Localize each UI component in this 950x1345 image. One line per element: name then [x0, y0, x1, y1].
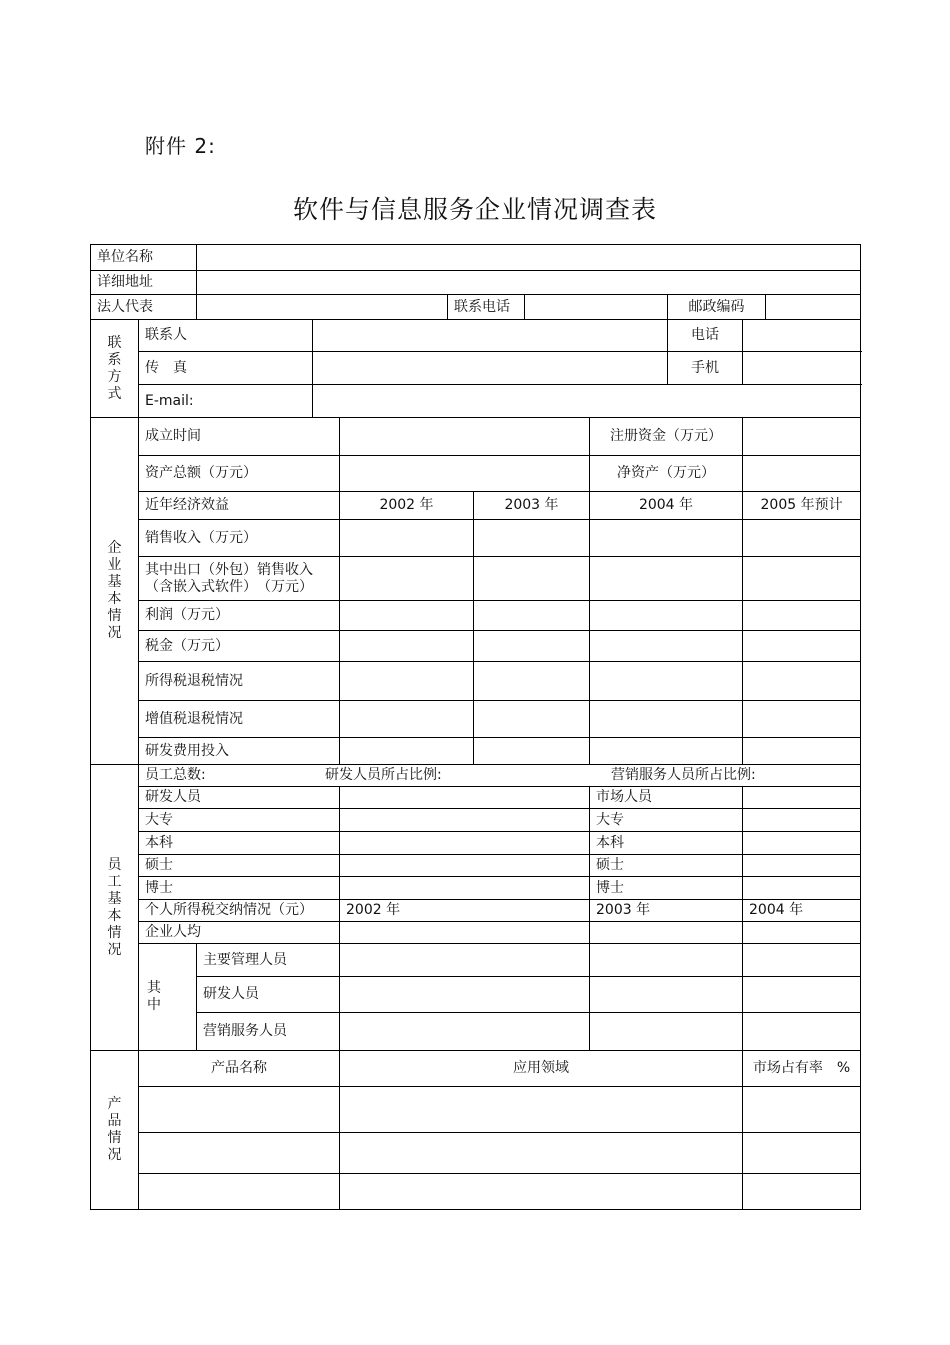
row-email: [91, 385, 861, 418]
tax-2004-field[interactable]: [590, 631, 743, 662]
mgmt-2002-field[interactable]: [340, 944, 590, 977]
phone-field[interactable]: [525, 295, 668, 320]
phone-label: 联系电话: [448, 295, 525, 320]
unit-name-label: 单位名称: [91, 245, 197, 271]
export-2005-field[interactable]: [743, 557, 861, 601]
income-tax-label: 个人所得税交纳情况（元）: [139, 900, 340, 922]
rd-staff-label: 研发人员: [139, 787, 340, 809]
rd-bachelor-field[interactable]: [340, 832, 590, 855]
profit-2005-field[interactable]: [743, 601, 861, 631]
sales-label: 销售收入（万元）: [139, 520, 340, 557]
contact-person-label: 联系人: [139, 320, 313, 352]
rd-master-field[interactable]: [340, 855, 590, 877]
contact-section-label: [91, 320, 139, 418]
sales-among-2003-field[interactable]: [590, 1013, 743, 1051]
rd-among-2002-field[interactable]: [340, 977, 590, 1013]
mgmt-2004-field[interactable]: [743, 944, 861, 977]
row-benefit-years: [91, 492, 861, 520]
profit-label: 利润（万元）: [139, 601, 340, 631]
row-income-tax-refund: [91, 662, 861, 701]
mobile-label: 手机: [668, 352, 743, 385]
row-founded: [91, 418, 861, 456]
vat-2003-field[interactable]: [474, 701, 590, 738]
mk-college-label: 大专: [590, 809, 743, 832]
market-staff-label: 市场人员: [590, 787, 743, 809]
rd-college-field[interactable]: [340, 809, 590, 832]
row-rd-among: [91, 977, 861, 1013]
company-section-text: 企 业 基 本 情 况: [107, 540, 122, 641]
founded-label: 成立时间: [139, 418, 340, 456]
row-degree-college: [91, 809, 861, 832]
profit-2002-field[interactable]: [340, 601, 474, 631]
row-rd-market: [91, 787, 861, 809]
itr-2005-field[interactable]: [743, 662, 861, 701]
product-name-field-1[interactable]: [139, 1087, 340, 1133]
rd-2004-field[interactable]: [590, 738, 743, 765]
staff-section-label: [91, 765, 139, 1051]
rd-among-label: 研发人员: [197, 977, 340, 1013]
page-title: 软件与信息服务企业情况调查表: [292, 195, 657, 224]
row-vat-refund: [91, 701, 861, 738]
product-domain-field-1[interactable]: [340, 1087, 743, 1133]
export-sales-text: 其中出口（外包）销售收入 （含嵌入式软件） （万元）: [145, 561, 313, 595]
tax-year-2002: 2002 年: [340, 900, 590, 922]
company-section-label: [91, 418, 139, 765]
attachment-label: 附件 2:: [145, 134, 216, 158]
year-2004-header: 2004 年: [590, 492, 743, 520]
tel-label: 电话: [668, 320, 743, 352]
product-name-field-2[interactable]: [139, 1133, 340, 1174]
fax-label: 传 真: [139, 352, 313, 385]
vat-2005-field[interactable]: [743, 701, 861, 738]
address-label: 详细地址: [91, 271, 197, 295]
sales-2005-field[interactable]: [743, 520, 861, 557]
total-assets-label: 资产总额（万元）: [139, 456, 340, 492]
rd-spend-label: 研发费用投入: [139, 738, 340, 765]
mk-master-label: 硕士: [590, 855, 743, 877]
year-2005-header: 2005 年预计: [743, 492, 861, 520]
tax-year-2004: 2004 年: [743, 900, 861, 922]
rd-college-label: 大专: [139, 809, 340, 832]
mk-master-field[interactable]: [743, 855, 861, 877]
tax-2002-field[interactable]: [340, 631, 474, 662]
staff-total-label: 员工总数:: [145, 767, 206, 783]
tax-year-2003: 2003 年: [590, 900, 743, 922]
market-share-header: 市场占有率 %: [743, 1051, 861, 1087]
itr-2004-field[interactable]: [590, 662, 743, 701]
mgmt-2003-field[interactable]: [590, 944, 743, 977]
vat-2002-field[interactable]: [340, 701, 474, 738]
email-label: E-mail:: [139, 385, 313, 418]
survey-form-table: [90, 244, 861, 1210]
rd-2005-field[interactable]: [743, 738, 861, 765]
legal-rep-field[interactable]: [197, 295, 448, 320]
row-address: [91, 271, 861, 295]
profit-2004-field[interactable]: [590, 601, 743, 631]
avg-label: 企业人均: [139, 922, 340, 944]
postcode-label: 邮政编码: [668, 295, 766, 320]
mk-doctor-field[interactable]: [743, 877, 861, 900]
contact-section-text: 联 系 方 式: [107, 334, 122, 402]
row-product-header: [91, 1051, 861, 1087]
mk-bachelor-label: 本科: [590, 832, 743, 855]
email-field[interactable]: [313, 385, 861, 418]
product-share-field-3[interactable]: [743, 1174, 861, 1210]
product-row: [91, 1174, 861, 1210]
vat-refund-label: 增值税退税情况: [139, 701, 340, 738]
market-staff-field[interactable]: [743, 787, 861, 809]
rd-bachelor-label: 本科: [139, 832, 340, 855]
rd-2002-field[interactable]: [340, 738, 474, 765]
row-degree-bachelor: [91, 832, 861, 855]
row-profit: [91, 601, 861, 631]
rd-staff-field[interactable]: [340, 787, 590, 809]
founded-field[interactable]: [340, 418, 590, 456]
avg-2002-field[interactable]: [340, 922, 590, 944]
staff-section-text: 员 工 基 本 情 况: [107, 856, 122, 958]
recent-benefit-label: 近年经济效益: [139, 492, 340, 520]
rd-doctor-label: 博士: [139, 877, 340, 900]
row-rd-spend: [91, 738, 861, 765]
staff-summary-cell: [139, 765, 861, 787]
mk-doctor-label: 博士: [590, 877, 743, 900]
row-contact-person: [91, 320, 861, 352]
rd-among-2003-field[interactable]: [590, 977, 743, 1013]
sales-ratio-label: 营销服务人员所占比例:: [611, 767, 756, 783]
row-tax: [91, 631, 861, 662]
row-export-sales: [91, 557, 861, 601]
rd-2003-field[interactable]: [474, 738, 590, 765]
mobile-field[interactable]: [743, 352, 861, 385]
sales-among-2002-field[interactable]: [340, 1013, 590, 1051]
row-management: [91, 944, 861, 977]
product-share-field-2[interactable]: [743, 1133, 861, 1174]
product-domain-field-3[interactable]: [340, 1174, 743, 1210]
total-assets-field[interactable]: [340, 456, 590, 492]
product-share-field-1[interactable]: [743, 1087, 861, 1133]
tax-2005-field[interactable]: [743, 631, 861, 662]
contact-person-field[interactable]: [313, 320, 668, 352]
mk-college-field[interactable]: [743, 809, 861, 832]
product-name-field-3[interactable]: [139, 1174, 340, 1210]
net-assets-label: 净资产（万元）: [590, 456, 743, 492]
export-2003-field[interactable]: [474, 557, 590, 601]
management-label: 主要管理人员: [197, 944, 340, 977]
registered-capital-label: 注册资金（万元）: [590, 418, 743, 456]
row-total-assets: [91, 456, 861, 492]
fax-field[interactable]: [313, 352, 668, 385]
legal-rep-label: 法人代表: [91, 295, 197, 320]
tax-label: 税金（万元）: [139, 631, 340, 662]
rd-doctor-field[interactable]: [340, 877, 590, 900]
avg-2004-field[interactable]: [743, 922, 861, 944]
rd-master-label: 硕士: [139, 855, 340, 877]
profit-2003-field[interactable]: [474, 601, 590, 631]
product-name-header: 产品名称: [139, 1051, 340, 1087]
year-2002-header: 2002 年: [340, 492, 474, 520]
row-unit-name: [91, 245, 861, 271]
sales-2004-field[interactable]: [590, 520, 743, 557]
product-domain-field-2[interactable]: [340, 1133, 743, 1174]
row-degree-master: [91, 855, 861, 877]
row-fax: [91, 352, 861, 385]
application-domain-header: 应用领域: [340, 1051, 743, 1087]
sales-among-label: 营销服务人员: [197, 1013, 340, 1051]
postcode-field[interactable]: [766, 295, 861, 320]
row-degree-doctor: [91, 877, 861, 900]
among-text: 其 中: [147, 980, 161, 1013]
row-avg: [91, 922, 861, 944]
sales-2002-field[interactable]: [340, 520, 474, 557]
product-row: [91, 1087, 861, 1133]
row-staff-total: [91, 765, 861, 787]
itr-2002-field[interactable]: [340, 662, 474, 701]
row-income-tax-years: [91, 900, 861, 922]
export-sales-label: [139, 557, 340, 601]
year-2003-header: 2003 年: [474, 492, 590, 520]
unit-name-field[interactable]: [197, 245, 861, 271]
export-2002-field[interactable]: [340, 557, 474, 601]
sales-among-2004-field[interactable]: [743, 1013, 861, 1051]
mk-bachelor-field[interactable]: [743, 832, 861, 855]
rd-ratio-label: 研发人员所占比例:: [325, 767, 442, 783]
rd-among-2004-field[interactable]: [743, 977, 861, 1013]
among-label: [139, 944, 197, 1051]
address-field[interactable]: [197, 271, 861, 295]
income-tax-refund-label: 所得税退税情况: [139, 662, 340, 701]
product-row: [91, 1133, 861, 1174]
avg-2003-field[interactable]: [590, 922, 743, 944]
row-sales: [91, 520, 861, 557]
product-section-text: 产 品 情 况: [107, 1096, 122, 1163]
row-sales-among: [91, 1013, 861, 1051]
vat-2004-field[interactable]: [590, 701, 743, 738]
itr-2003-field[interactable]: [474, 662, 590, 701]
sales-2003-field[interactable]: [474, 520, 590, 557]
net-assets-field[interactable]: [743, 456, 861, 492]
product-section-label: [91, 1051, 139, 1210]
export-2004-field[interactable]: [590, 557, 743, 601]
tel-field[interactable]: [743, 320, 861, 352]
registered-capital-field[interactable]: [743, 418, 861, 456]
row-legal-rep: [91, 295, 861, 320]
tax-2003-field[interactable]: [474, 631, 590, 662]
